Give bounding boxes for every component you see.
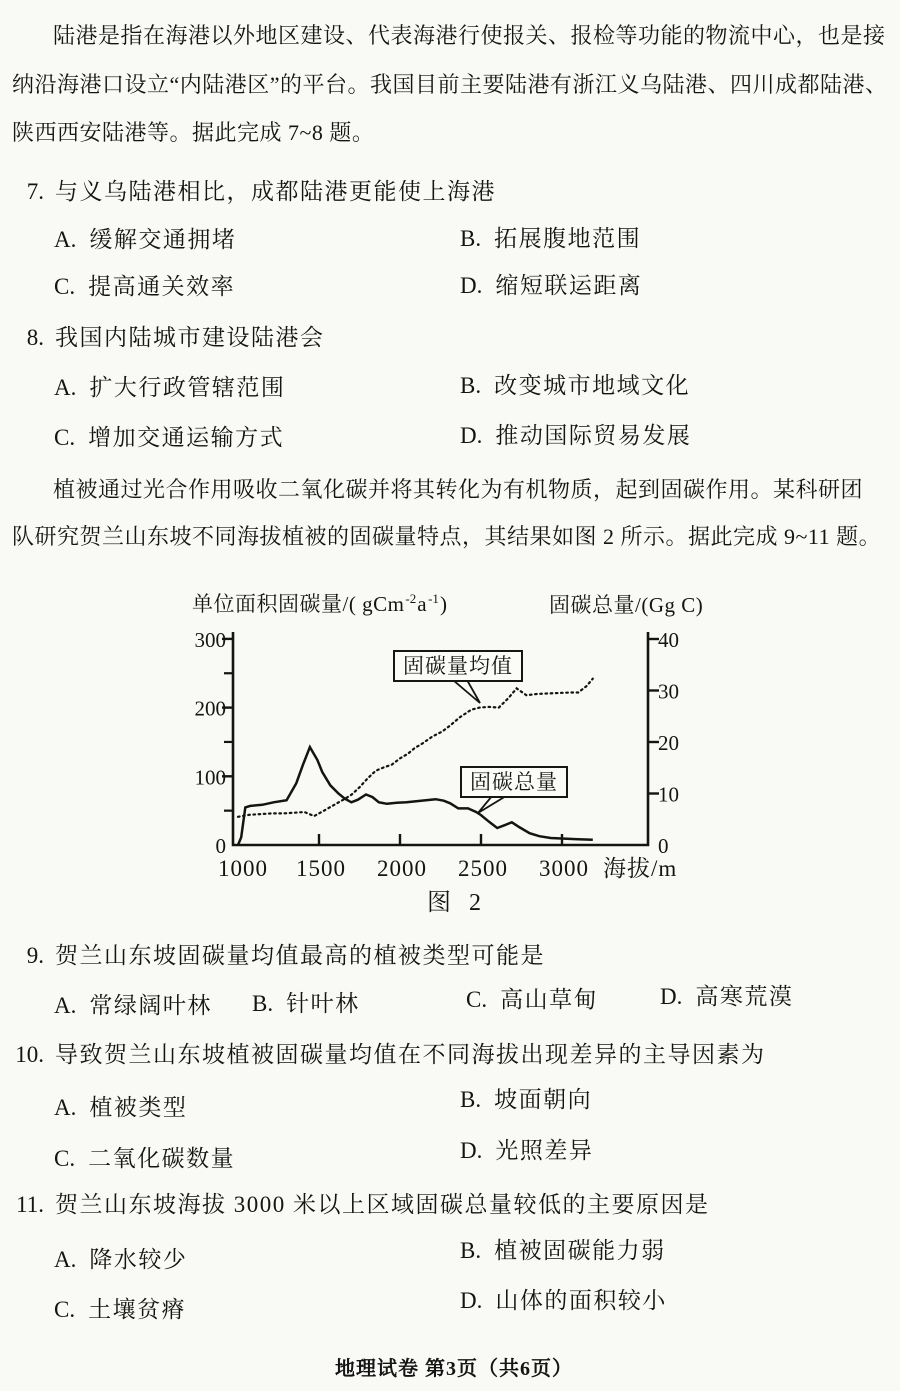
question-7-stem: 7. 与义乌陆港相比，成都陆港更能使上海港: [0, 177, 496, 206]
question-7-option-b: B. 拓展腹地范围: [460, 226, 642, 251]
question-8-option-b: B. 改变城市地域文化: [460, 373, 691, 398]
svg-text:2500: 2500: [458, 856, 508, 881]
svg-text:10: 10: [658, 782, 679, 807]
svg-text:0: 0: [215, 834, 226, 858]
series-label-mean-carbon: 固碳量均值: [393, 650, 523, 682]
question-11-option-d: D. 山体的面积较小: [460, 1288, 667, 1313]
svg-text:20: 20: [658, 731, 679, 755]
question-7-option-d: D. 缩短联运距离: [460, 273, 643, 298]
question-9-number: 9.: [26, 943, 44, 968]
question-10-option-c: C. 二氧化碳数量: [54, 1146, 236, 1171]
svg-text:海拔/m: 海拔/m: [603, 856, 678, 881]
svg-text:1000: 1000: [218, 856, 268, 881]
svg-text:100: 100: [194, 765, 226, 790]
question-7-option-c: C. 提高通关效率: [54, 274, 236, 299]
elevation-carbon-chart: [150, 585, 770, 920]
svg-text:3000: 3000: [539, 856, 589, 881]
passage-2-line-2: 队研究贺兰山东坡不同海拔植被的固碳量特点，其结果如图 2 所示。据此完成 9~11 题。: [12, 524, 882, 549]
question-11-stem: 11. 贺兰山东坡海拔 3000 米以上区域固碳总量较低的主要原因是: [0, 1190, 710, 1219]
series-label-total-carbon: 固碳总量: [460, 766, 568, 798]
passage-1-line-2: 纳沿海港口设立“内陆港区”的平台。我国目前主要陆港有浙江义乌陆港、四川成都陆港、: [12, 72, 888, 97]
svg-text:1500: 1500: [296, 856, 346, 881]
svg-text:200: 200: [194, 696, 226, 721]
figure-caption: 图 2: [427, 890, 487, 916]
question-11-option-b: B. 植被固碳能力弱: [460, 1238, 666, 1263]
question-9-stem: 9. 贺兰山东坡固碳量均值最高的植被类型可能是: [0, 941, 545, 970]
question-8-option-a: A. 扩大行政管辖范围: [54, 375, 286, 400]
question-10-number: 10.: [15, 1042, 44, 1067]
svg-text:2000: 2000: [377, 856, 427, 881]
question-8-number: 8.: [26, 325, 44, 350]
passage-1-line-3: 陕西西安陆港等。据此完成 7~8 题。: [12, 120, 375, 145]
svg-text:30: 30: [658, 679, 679, 704]
page-footer: 地理试卷 第3页（共6页）: [335, 1358, 573, 1380]
passage-2-line-1: 植被通过光合作用吸收二氧化碳并将其转化为有机物质，起到固碳作用。某科研团: [53, 477, 864, 502]
question-11-option-a: A. 降水较少: [54, 1247, 188, 1272]
question-8-option-d: D. 推动国际贸易发展: [460, 423, 692, 448]
question-9-option-b: B. 针叶林: [252, 991, 360, 1016]
question-10-stem: 10. 导致贺兰山东坡植被固碳量均值在不同海拔出现差异的主导因素为: [0, 1040, 766, 1069]
question-9-option-c: C. 高山草甸: [466, 987, 599, 1012]
svg-text:40: 40: [658, 628, 679, 652]
question-11-option-c: C. 土壤贫瘠: [54, 1297, 187, 1322]
question-8-stem: 8. 我国内陆城市建设陆港会: [0, 323, 325, 352]
question-9-option-a: A. 常绿阔叶林: [54, 993, 212, 1018]
question-10-option-d: D. 光照差异: [460, 1138, 594, 1163]
question-7-option-a: A. 缓解交通拥堵: [54, 227, 237, 252]
svg-text:300: 300: [194, 627, 226, 652]
question-10-option-a: A. 植被类型: [54, 1095, 188, 1120]
question-9-option-d: D. 高寒荒漠: [660, 984, 794, 1009]
question-8-option-c: C. 增加交通运输方式: [54, 425, 285, 450]
left-axis-title: 单位面积固碳量/( $gCm^{-2}a^{-1}$): [192, 591, 448, 616]
svg-text:0: 0: [658, 834, 669, 858]
passage-1-line-1: 陆港是指在海港以外地区建设、代表海港行使报关、报检等功能的物流中心，也是接: [53, 23, 886, 48]
question-10-option-b: B. 坡面朝向: [460, 1087, 593, 1112]
question-11-number: 11.: [16, 1192, 44, 1217]
question-7-number: 7.: [26, 179, 44, 204]
right-axis-title: 固碳总量/(Gg C): [549, 593, 704, 617]
